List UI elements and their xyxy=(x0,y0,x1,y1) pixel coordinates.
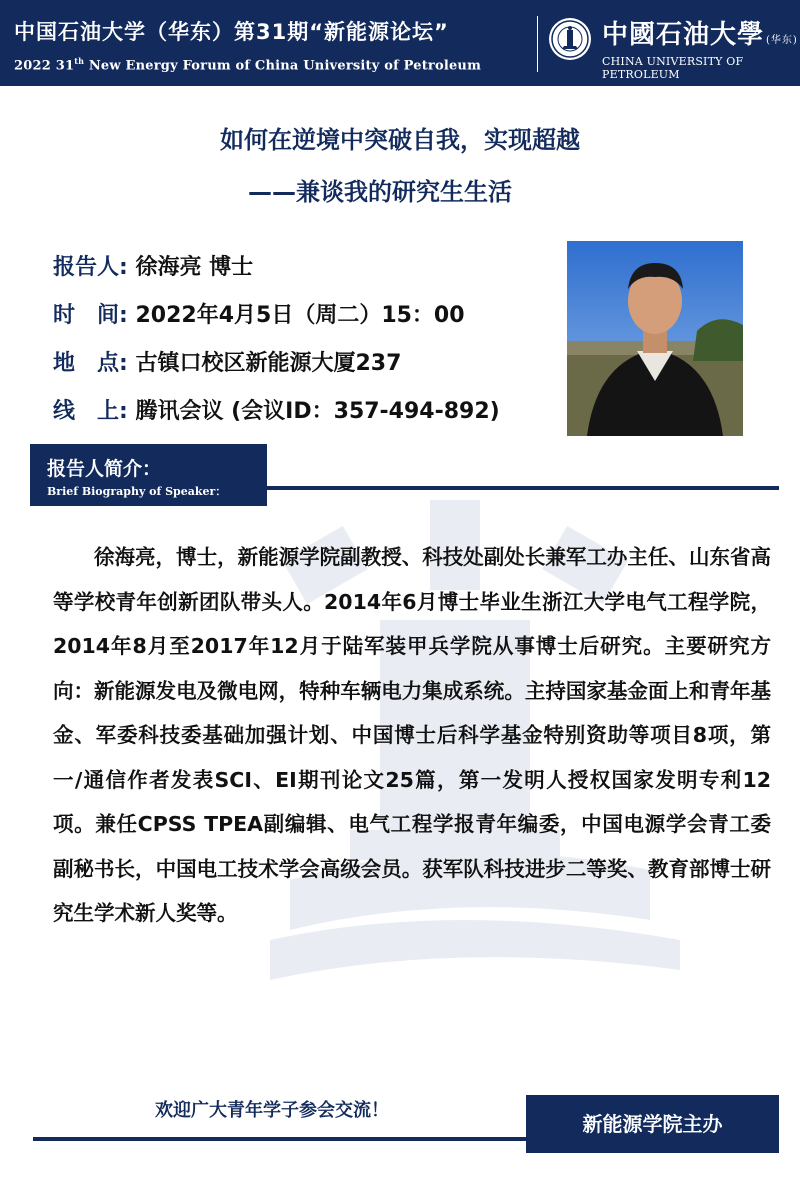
university-name xyxy=(602,14,800,81)
forum-title-en xyxy=(14,56,481,73)
campus-tag: (华东) xyxy=(766,35,798,46)
ordinal-suffix: th xyxy=(74,56,85,66)
organizer-box: 新能源学院主办 xyxy=(526,1095,779,1153)
time-row xyxy=(53,298,465,329)
university-logotype: 中國石油大學 xyxy=(602,20,765,50)
online-row xyxy=(53,394,500,425)
speaker-row xyxy=(53,250,253,281)
bio-heading-cn: 报告人简介： xyxy=(47,458,162,480)
place-row xyxy=(53,346,401,377)
bio-heading-en: Brief Biography of Speaker： xyxy=(47,485,227,498)
bio-paragraph: 徐海亮，博士，新能源学院副教授、科技处副处长兼军工办主任、山东省高等学校青年创新团队带头人。2014年6月博士毕业生浙江大学电气工程学院，2014年8月至2017年12月于陆军装甲兵学院从事博士后研究。主要研究方向：新能源发电及微电网，特种车辆电力集成系统。主持国家基金面上和青年基金、军委科技委基础加强计划、中国博士后科学基金特别资助等项目8项，第一/通信作者发表SCI、EI期刊论文25篇，第一发明人授权国家发明专利12项。兼任CPSS TPEA副编辑、电气工程学报青年编委，中国电源学会青工委副秘书长，中国电工技术学会高级会员。获军队科技进步二等奖、教育部博士研究生学术新人奖等。 xyxy=(53,545,771,925)
forum-year: 2022 31 xyxy=(14,58,75,74)
university-name-en: CHINA UNIVERSITY OF PETROLEUM xyxy=(602,55,744,81)
speaker-label: 报告人: xyxy=(53,255,128,280)
university-name-cn xyxy=(602,14,800,51)
bio-divider-line xyxy=(267,486,779,490)
online-value: 腾讯会议 (会议ID：357-494-892) xyxy=(127,399,500,424)
welcome-message: 欢迎广大青年学子参会交流！ xyxy=(155,1100,389,1121)
place-value: 古镇口校区新能源大厦237 xyxy=(127,351,402,376)
header-left xyxy=(14,16,481,73)
header-divider xyxy=(537,16,538,72)
online-label: 线 上: xyxy=(53,399,128,424)
place-label: 地 点: xyxy=(53,351,128,376)
talk-subtitle: ——兼谈我的研究生生活 xyxy=(248,178,512,206)
time-value: 2022年4月5日（周二）15：00 xyxy=(127,303,465,328)
header-banner xyxy=(0,0,800,86)
forum-name-en: New Energy Forum of China University of Petroleum xyxy=(84,58,482,74)
university-seal-icon xyxy=(548,17,592,61)
footer-divider-line xyxy=(33,1137,527,1141)
speaker-value: 徐海亮 博士 xyxy=(127,255,254,280)
speaker-photo xyxy=(567,241,743,436)
bio-heading-box xyxy=(30,444,267,506)
talk-title: 如何在逆境中突破自我，实现超越 xyxy=(220,126,580,154)
time-label: 时 间: xyxy=(53,303,128,328)
forum-title-cn: 中国石油大学（华东）第31期“新能源论坛” xyxy=(14,20,449,44)
